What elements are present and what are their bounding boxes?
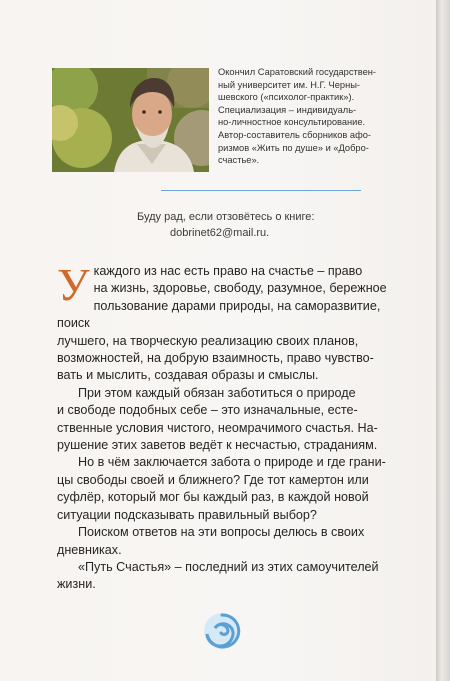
contact-prompt: Буду рад, если отзовётесь о книге: xyxy=(137,211,315,223)
text-line: возможностей, на добрую взаимность, право чувство- xyxy=(57,351,374,366)
text-line: вать и мыслить, создавая образы и смыслы. xyxy=(57,368,319,383)
text-line: Поиском ответов на эти вопросы делюсь в своих xyxy=(78,525,365,540)
text-line: дневниках. xyxy=(57,542,122,557)
annotation-text xyxy=(57,259,396,594)
text-line: суфлёр, который мог бы каждый раз, в каждой новой xyxy=(57,490,369,505)
bio-line: счастье». xyxy=(218,155,260,166)
drop-cap: У xyxy=(57,259,90,310)
author-photo xyxy=(52,68,209,172)
author-bio xyxy=(218,66,414,167)
text-line: и свободе подобных себе – это изначальные, есте- xyxy=(57,403,358,418)
text-line: рушение этих заветов ведёт к несчастью, страданиям. xyxy=(57,438,378,453)
bio-line: Окончил Саратовский государствен- xyxy=(218,67,376,77)
bio-line: шевского («психолог-практик»). xyxy=(218,92,355,103)
text-line: лучшего, на творческую реализацию своих планов, xyxy=(57,333,359,348)
text-line: пользование дарами природы, на саморазвитие, поиск xyxy=(57,298,381,331)
text-line: на жизнь, здоровье, свободу, разумное, бережное xyxy=(93,281,387,296)
text-line: Но в чём заключается забота о природе и где грани- xyxy=(78,455,386,470)
divider-line xyxy=(161,190,361,191)
text-line: каждого из нас есть право на счастье – право xyxy=(93,264,363,278)
text-line: При этом каждый обязан заботиться о природе xyxy=(78,385,356,400)
text-line: «Путь Счастья» – последний из этих самоучителей xyxy=(78,559,379,574)
text-line: жизни. xyxy=(57,577,96,592)
spiral-logo-icon xyxy=(203,612,241,650)
bio-line: но-личностное консультирование. xyxy=(218,117,366,128)
text-line: ственные условия чистого, неомрачимого счастья. На- xyxy=(57,420,378,435)
bio-line: Специализация – индивидуаль- xyxy=(218,104,357,115)
text-line: цы свободы своей и ближнего? Где тот камертон или xyxy=(57,472,369,487)
text-line: ситуации подсказывать правильный выбор? xyxy=(57,507,317,522)
book-spine-edge xyxy=(436,0,450,681)
bio-line: Автор-составитель сборников афо- xyxy=(218,129,372,140)
contact-block xyxy=(137,209,377,241)
contact-email[interactable]: dobrinet62@mail.ru. xyxy=(170,227,270,239)
bio-line: ризмов «Жить по душе» и «Добро- xyxy=(218,142,369,153)
bio-line: ный университет им. Н.Г. Черны- xyxy=(218,79,361,90)
